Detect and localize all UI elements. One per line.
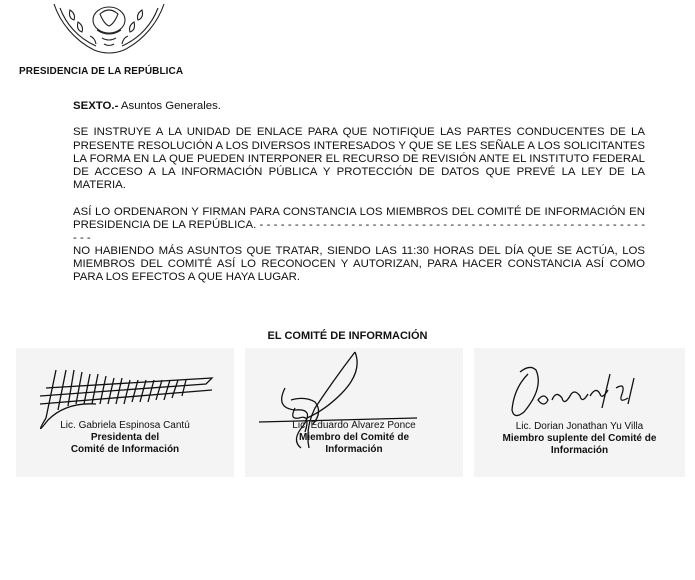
handwritten-signature-1-icon bbox=[16, 348, 234, 477]
member-2-role-line-2: Información bbox=[325, 444, 383, 455]
section-label: SEXTO.- bbox=[73, 100, 119, 112]
signature-block-2 bbox=[245, 348, 463, 477]
section-title: Asuntos Generales. bbox=[118, 100, 221, 112]
coat-of-arms-seal-icon bbox=[50, 0, 168, 56]
member-3-role-line-1: Miembro suplente del Comité de bbox=[502, 433, 657, 444]
member-3-role-line-2: Información bbox=[550, 445, 609, 456]
member-2-role-line-1: Miembro del Comité de bbox=[298, 432, 409, 443]
member-1-role-line-2: Comité de Información bbox=[70, 444, 180, 455]
signature-block-3 bbox=[474, 348, 685, 477]
member-1-role-line-1: Presidenta del bbox=[90, 432, 160, 443]
member-1-name: Lic. Gabriela Espinosa Cantú bbox=[60, 420, 190, 431]
paragraph-closing: NO HABIENDO MÁS ASUNTOS QUE TRATAR, SIENDO LAS 11:30 HORAS DEL DÍA QUE SE ACTÚA, LOS MIEMBROS DEL COMITÉ ASÍ LO RECONOCEN Y AUTORIZAN, PARA HACER CONSTANCIA ASÍ COMO PARA LOS EFECTOS A QUE HAYA LUGAR. bbox=[73, 244, 645, 284]
paragraph-instruction: SE INSTRUYE A LA UNIDAD DE ENLACE PARA QUE NOTIFIQUE LAS PARTES CONDUCENTES DE LA PRESENTE RESOLUCIÓN A LOS DIVERSOS INTERESADOS Y QUE SE LES SEÑALE A LOS SOLICITANTES LA FORMA EN LA QUE PUEDEN INTERPONER EL RECURSO DE REVISIÓN ANTE EL INSTITUTO FEDERAL DE ACCESO A LA INFORMACIÓN PÚBLICA Y PROTECCIÓN DE DATOS QUE PREVÉ LA LEY DE LA MATERIA. bbox=[73, 126, 645, 192]
member-3-name: Lic. Dorian Jonathan Yu Villa bbox=[515, 421, 644, 432]
organization-name: PRESIDENCIA DE LA REPÚBLICA bbox=[19, 66, 184, 77]
paragraph-signature-statement: ASÍ LO ORDENARON Y FIRMAN PARA CONSTANCIA LOS MIEMBROS DEL COMITÉ DE INFORMACIÓN EN PRESIDENCIA DE LA REPÚBLICA. - - - - - - - - - - - - - - - - - - - - - - - - - - - - - - - - - - - - - - - - - - - - - - - - - - - - - - - - - - bbox=[73, 205, 645, 245]
section-heading bbox=[73, 100, 645, 113]
handwritten-signature-3-icon bbox=[474, 348, 685, 477]
committee-title: EL COMITÉ DE INFORMACIÓN bbox=[267, 330, 428, 342]
handwritten-signature-2-icon bbox=[245, 348, 463, 477]
signature-block-1 bbox=[16, 348, 234, 477]
document-body bbox=[73, 100, 645, 298]
member-2-name: Lic. Eduardo Álvarez Ponce bbox=[292, 420, 416, 431]
